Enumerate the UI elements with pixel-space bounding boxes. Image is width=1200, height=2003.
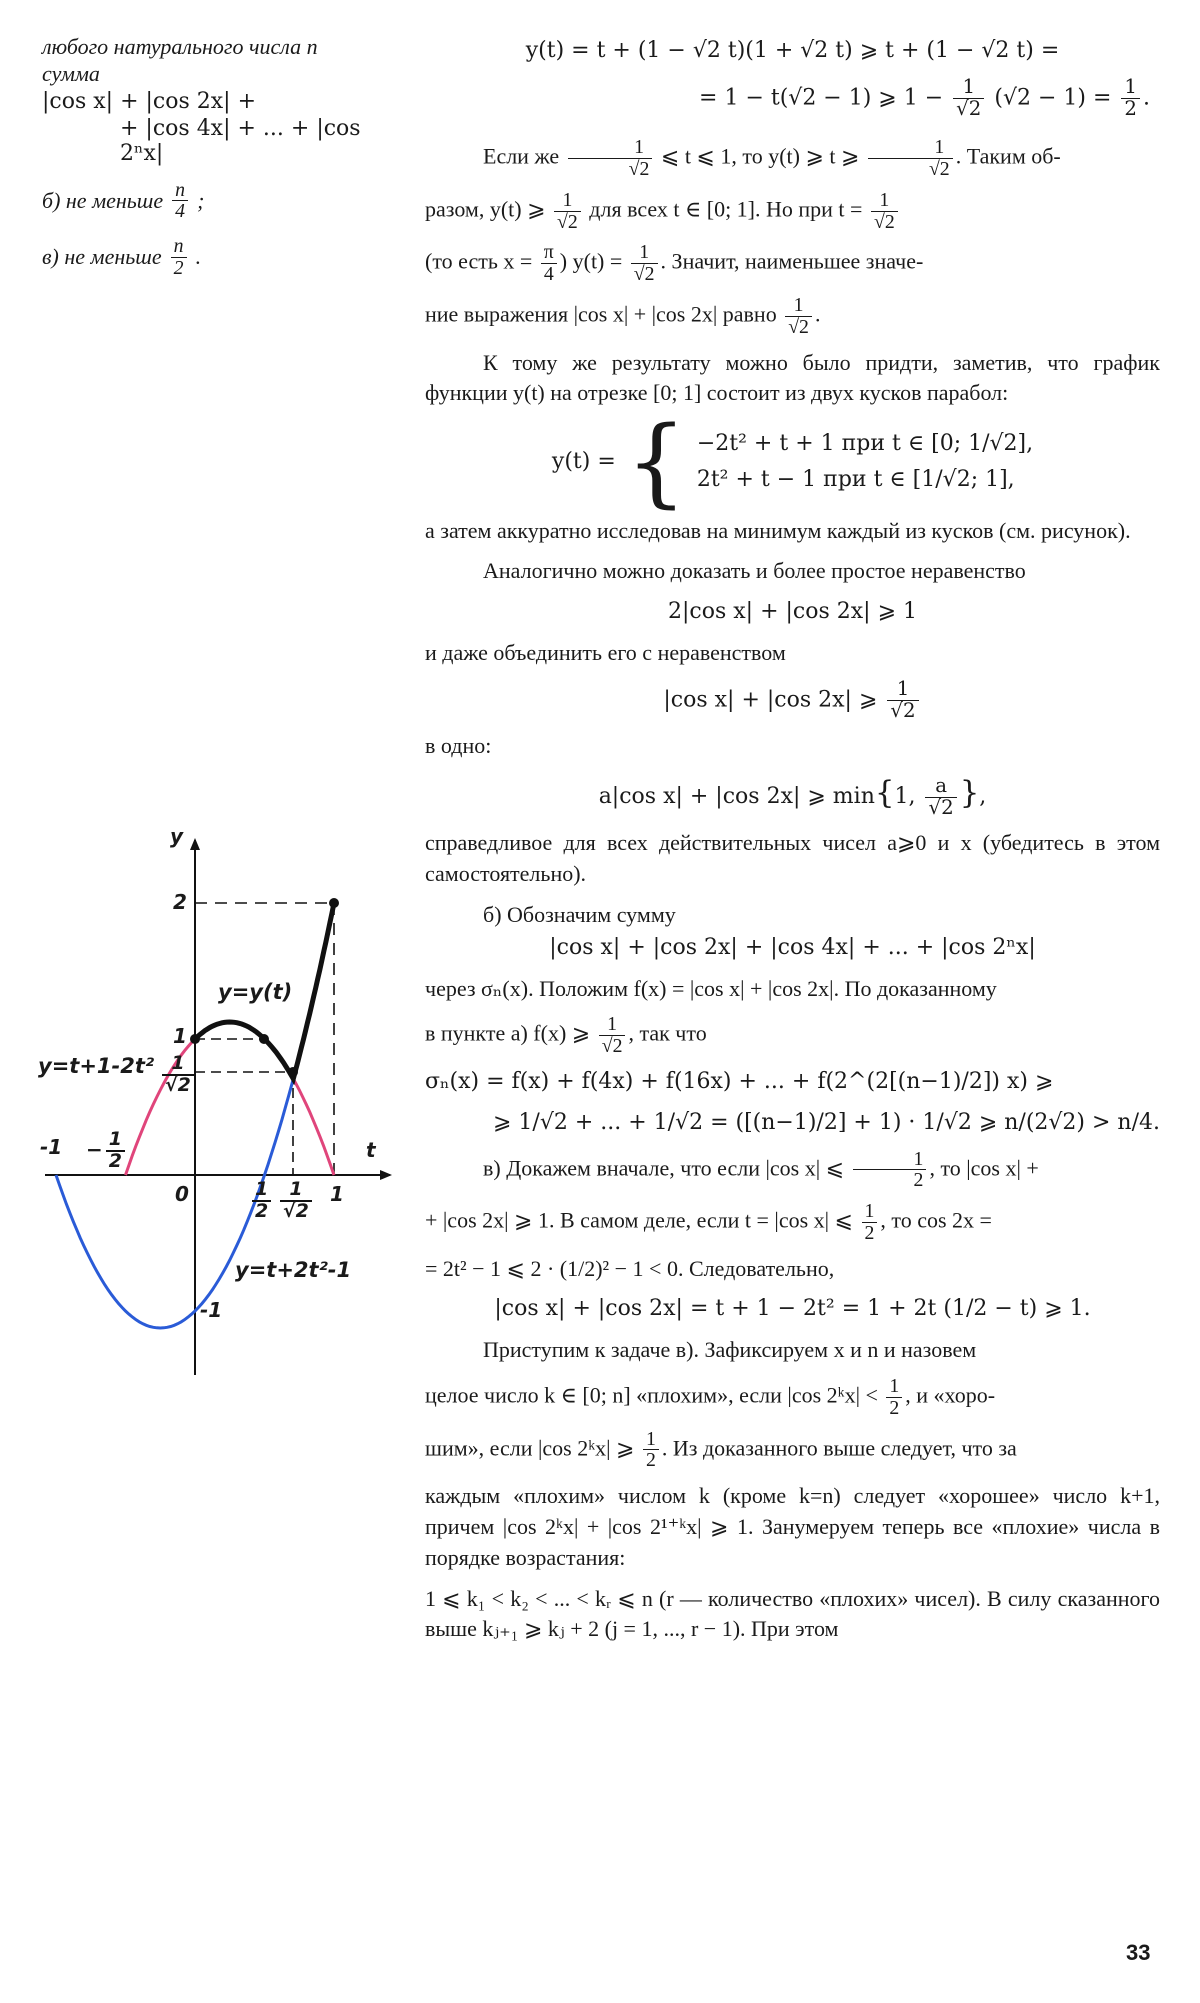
paragraph: разом, y(t) ⩾ $\frac{1}{√2}$ для всех t ∈ [0; 1]. Но при t = $\frac{1}{√2}$ [425,190,1160,233]
curve-label-lower: y=t+2t²-1 [235,1258,352,1282]
paragraph: и даже объединить его с неравенством [425,639,786,665]
tick-label-0: 0 [175,1182,189,1206]
tick-label-minus-half: − $\frac{1}{2}$ [86,1130,128,1172]
main-column [425,36,1160,1655]
curve-label-upper: y=t+1-2t² [38,1054,155,1078]
tick-label-t1: 1 [330,1182,344,1206]
fraction: $\frac{n}{2}$ [171,236,187,279]
tick-label-y1: 1 [173,1024,187,1048]
fraction: $\frac{n}{4}$ [172,180,188,223]
paragraph: справедливое для всех действительных чисел a⩾0 и x (убедитесь в этом самостоятельно). [425,830,1160,887]
system-row: −2t² + t + 1 при t ∈ [0; 1/√2], [696,430,1034,456]
tick-label-half: $\frac{1}{2}$ [249,1180,274,1222]
system-row: 2t² + t − 1 при t ∈ [1/√2; 1], [696,467,1015,493]
paragraph: в пункте а) f(x) ⩾ $\frac{1}{√2}$ , так что [425,1013,707,1058]
t-axis-label: t [366,1138,376,1162]
parabola-graph [30,820,400,1380]
graph-svg [30,820,400,1380]
equation-line: |cos x| + |cos 2x| + |cos 4x| + ... + |cos 2ⁿx| [549,934,1036,960]
piecewise-system: y(t) = { −2t² + t + 1 при t ∈ [0; 1/√2], 2t² + t − 1 при t ∈ [1/√2; 1], [551,406,1034,519]
paragraph: Аналогично можно доказать и более простое неравенство [483,558,1026,584]
point-dot [190,1034,200,1044]
equation-line: a|cos x| + |cos 2x| ⩾ min{1, $\frac{a}{√2}$ }, [598,773,987,819]
sum-formula-line: |cos x| + |cos 2x| + [42,88,257,114]
paragraph: (то есть x = $\frac{\pi}{4}$ ) y(t) = $\frac{1}{√2}$ . Значит, наименьшее значе- [425,241,924,286]
paragraph: Приступим к задаче в). Зафиксируем x и n и назовем [483,1337,977,1363]
option-b-label: б) не меньше [42,187,164,213]
paragraph: каждым «плохим» числом k (кроме k=n) следует «хорошее» число k+1, причем |cos 2ᵏx| + |cos 2¹⁺ᵏx| ⩾ 1. Занумеруем теперь все «плохие» числа в порядке возрастания: [425,1483,1160,1570]
option-c-label: в) не меньше [42,244,162,270]
tick-label-y2: 2 [173,890,187,914]
y-axis-label: y [170,824,184,848]
tick-label-tm1: -1 [40,1135,63,1159]
left-text-line: сумма [42,61,100,87]
paragraph: в) Докажем вначале, что если |cos x| ⩽ $\frac{1}{2}$ , то |cos x| + [483,1147,1039,1192]
equation-line: |cos x| + |cos 2x| ⩾ $\frac{1}{√2}$ [425,679,1160,722]
paragraph: + |cos 2x| ⩾ 1. В самом деле, если t = |cos x| ⩽ $\frac{1}{2}$ , то cos 2x = [425,1200,992,1244]
tick-label-ym1: -1 [200,1298,223,1322]
sum-formula-line: + |cos 4x| + ... + |cos 2ⁿx| [120,115,361,166]
tick-label-inv-sqrt2-y: $\frac{1}{√2}$ [159,1054,197,1096]
option-b: б) не меньше $\frac{n}{4}$ ; [42,178,205,223]
page-number: 33 [1126,1940,1151,1965]
paragraph: ние выражения |cos x| + |cos 2x| равно $\frac{1}{√2}$ . [425,294,821,338]
option-c: в) не меньше $\frac{n}{2}$ . [42,235,202,279]
left-column [42,32,402,279]
paragraph: в одно: [425,733,492,759]
point-dot [288,1067,298,1077]
paragraph: шим», если |cos 2ᵏx| ⩾ $\frac{1}{2}$ . Из доказанного выше следует, что за [425,1427,1017,1472]
left-text-line: любого натурального числа n [42,34,318,59]
paragraph: 1 ⩽ k₁ < k₂ < ... < kᵣ ⩽ n (r — количество «плохих» чисел). В силу сказанного выше kⱼ₊₁ ⩾ kⱼ + 2 (j = 1, ..., r − 1). При этом [425,1585,1160,1642]
paragraph: целое число k ∈ [0; n] «плохим», если |cos 2ᵏx| < $\frac{1}{2}$ , и «хоро- [425,1375,996,1419]
paragraph: = 2t² − 1 ⩽ 2 · (1/2)² − 1 < 0. Следовательно, [425,1255,835,1281]
paragraph: а затем аккуратно исследовав на минимум каждый из кусков (см. рисунок). [425,517,1131,543]
equation-line: ⩾ 1/√2 + ... + 1/√2 = ([(n−1)/2] + 1) · 1/√2 ⩾ n/(2√2) > n/4. [492,1109,1160,1135]
paragraph: К тому же результату можно было придти, заметив, что график функции y(t) на отрезке [0; 1] состоит из двух кусков парабол: [425,349,1160,406]
equation-line: σₙ(x) = f(x) + f(4x) + f(16x) + ... + f(2^(2[(n−1)/2]) x) ⩾ [425,1068,1054,1094]
point-dot [329,898,339,908]
t-axis-arrow [380,1170,392,1180]
paragraph: через σₙ(x). Положим f(x) = |cos x| + |cos 2x|. По доказанному [425,975,997,1001]
equation-line: y(t) = t + (1 − √2 t)(1 + √2 t) ⩾ t + (1 − √2 t) = [525,38,1060,63]
point-dot [259,1034,269,1044]
equation-line: 2|cos x| + |cos 2x| ⩾ 1 [668,599,917,625]
paragraph: Если же $\frac{1}{√2}$ ⩽ t ⩽ 1, то y(t) ⩾ t ⩾ $\frac{1}{√2}$ . Таким об- [483,136,1061,181]
y-axis-arrow [190,838,200,850]
equation-line: = 1 − t(√2 − 1) ⩾ 1 − $\frac{1}{√2}$ (√2 − 1) = $\frac{1}{2}$ . [699,74,1150,120]
curve-label-yyt: y=y(t) [218,980,293,1004]
paragraph: б) Обозначим сумму [483,902,676,928]
equation-line: |cos x| + |cos 2x| = t + 1 − 2t² = 1 + 2t (1/2 − t) ⩾ 1. [494,1296,1091,1322]
tick-label-inv-sqrt2-t: $\frac{1}{√2}$ [277,1180,315,1222]
